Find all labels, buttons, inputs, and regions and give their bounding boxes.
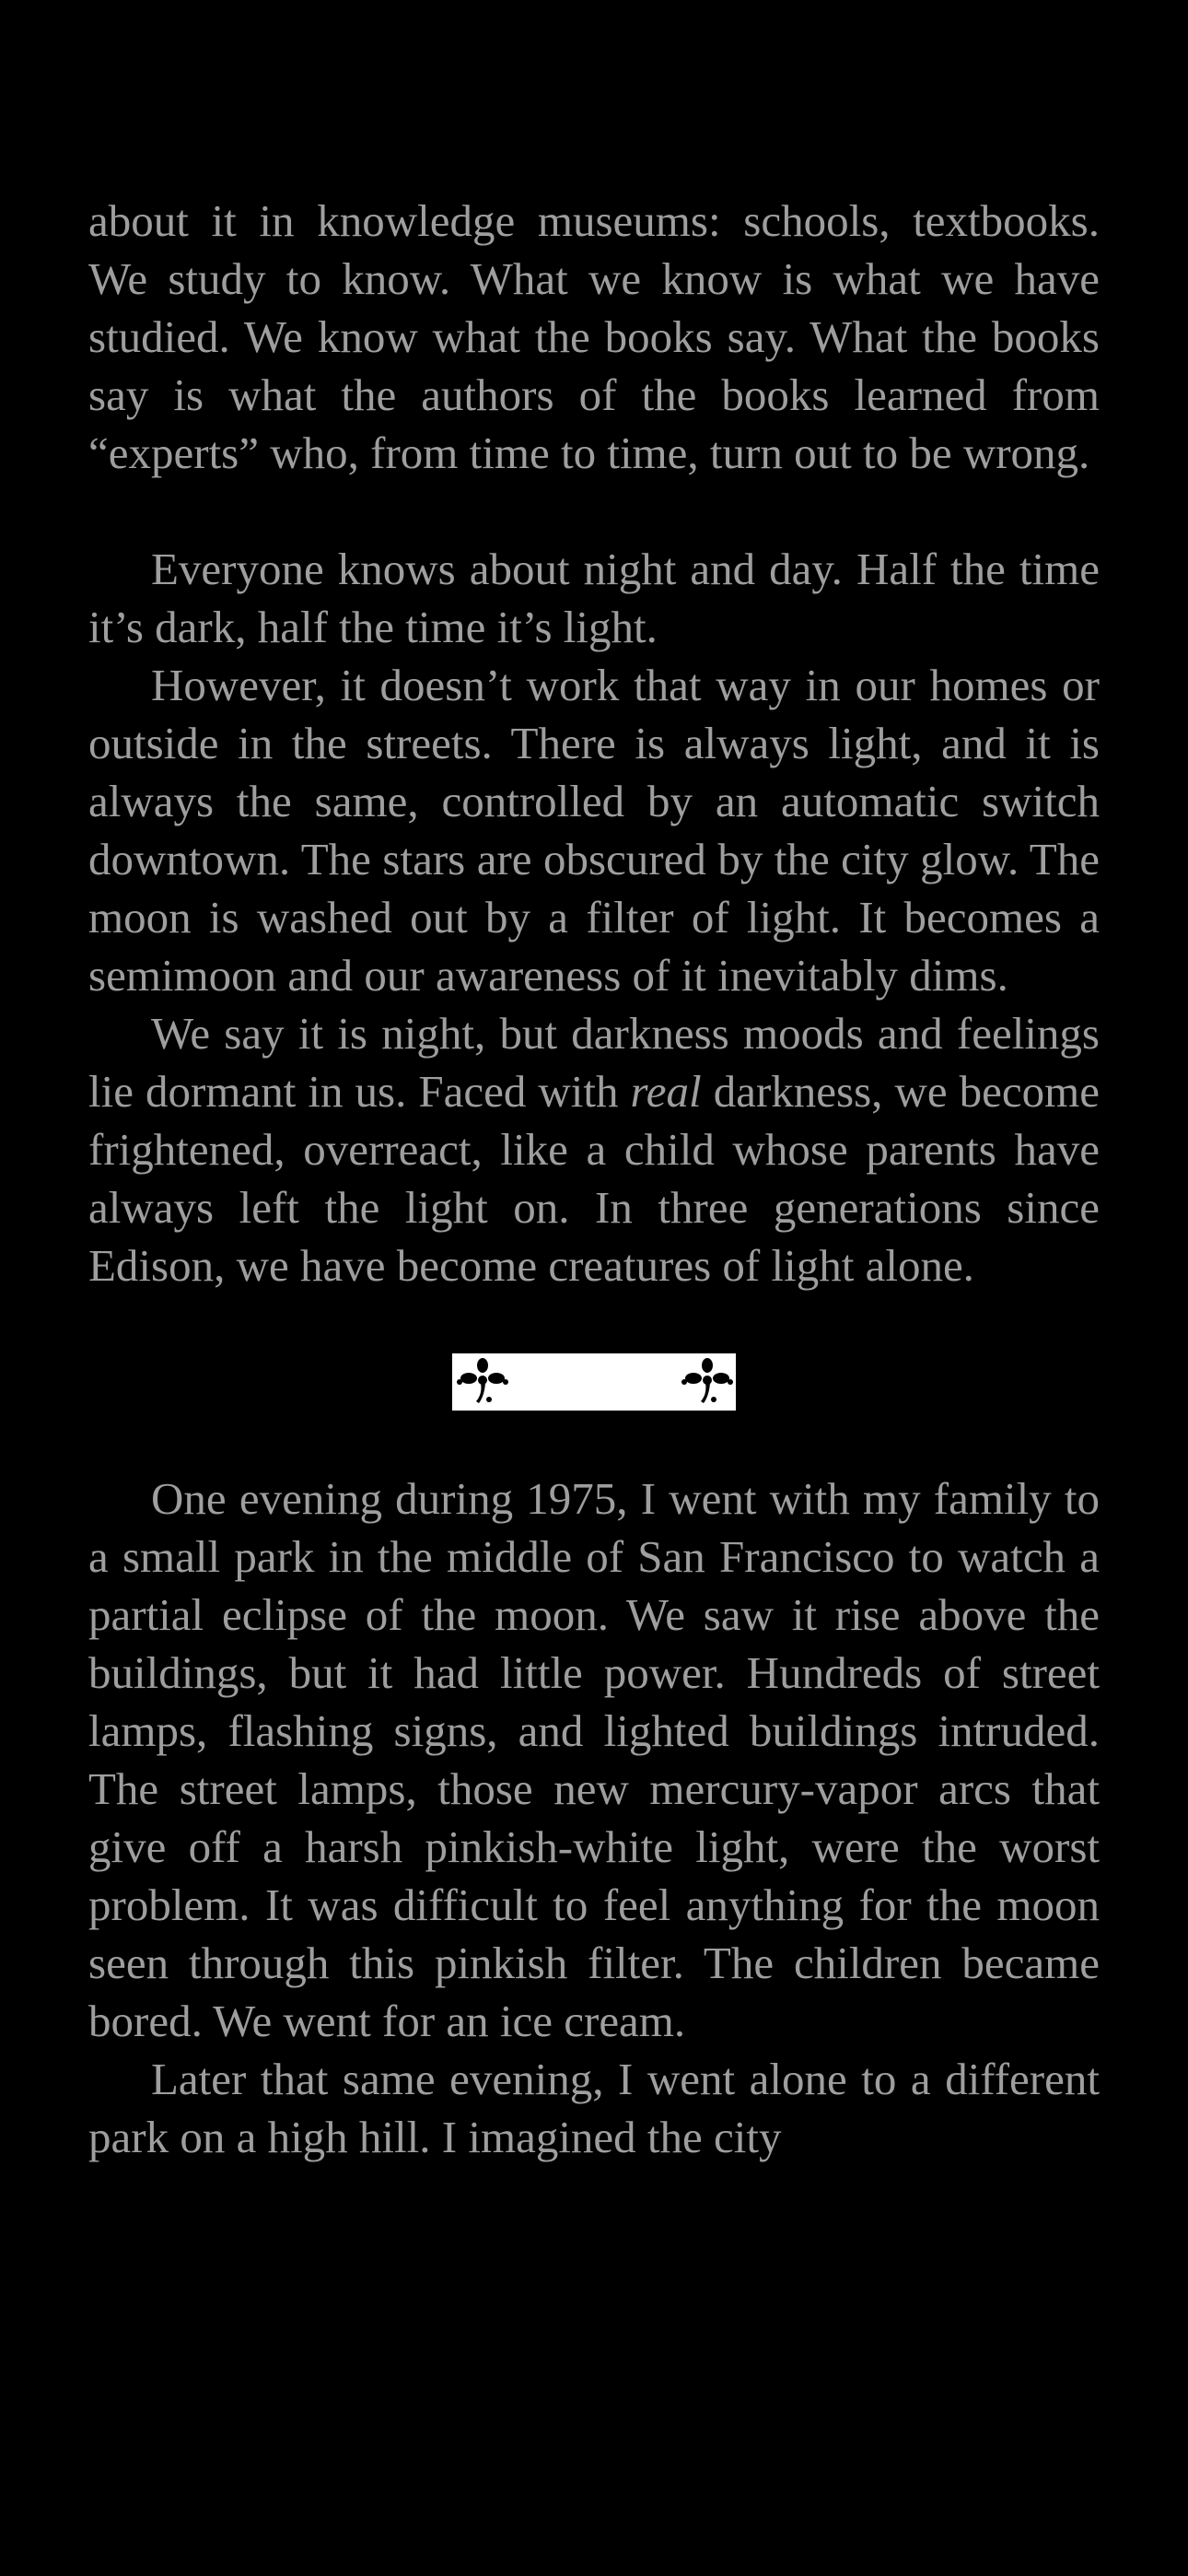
paragraph-later-evening: Later that same evening, I went alone to a different park on a high hill. I imagined the city — [88, 2054, 1100, 2162]
book-page — [88, 192, 1100, 2166]
paragraph-city-light: However, it doesn’t work that way in our homes or outside in the streets. There is always light, and it is always the same, controlled by an automatic switch downtown. The stars are obscured by the city glow. The moon is washed out by a filter of light. It becomes a semimoon and our awareness of it inevitably dims. — [88, 660, 1100, 1001]
paragraph-night-and-day: Everyone knows about night and day. Half the time it’s dark, half the time it’s light. — [88, 544, 1100, 652]
fleuron-icon — [679, 1357, 736, 1407]
paragraph-eclipse: One evening during 1975, I went with my family to a small park in the middle of San Francisco to watch a partial eclipse of the moon. We saw it rise above the buildings, but it had little power. Hundreds of street lamps, flashing signs, and lighted buildings intruded. The street lamps, those new mercury-vapor arcs that give off a harsh pinkish-white light, were the worst problem. It was difficult to feel anything for the moon seen through this pinkish filter. The children became bored. We went for an ice cream. — [88, 1473, 1100, 2046]
paragraph-darkness-text-start: We say it is night, but darkness moods and feelings lie dormant in us. Faced with — [88, 1008, 1100, 1117]
fleuron-icon — [454, 1357, 511, 1407]
emphasis-real: real — [630, 1066, 702, 1117]
section-break-ornament — [452, 1353, 736, 1411]
section-break — [88, 1294, 1100, 1469]
paragraph-continuation: about it in knowledge museums: schools, textbooks. We study to know. What we know is what we have studied. We know what the books say. What the books say is what the authors of the books learned from “experts” who, from time to time, turn out to be wrong. — [88, 195, 1100, 478]
paragraph-darkness — [88, 1004, 1100, 1294]
paragraph-darkness-text-end: darkness, we become frightened, overreact, like a child whose parents have always left the light on. In three generations since Edison, we have become creatures of light alone. — [88, 1066, 1100, 1291]
